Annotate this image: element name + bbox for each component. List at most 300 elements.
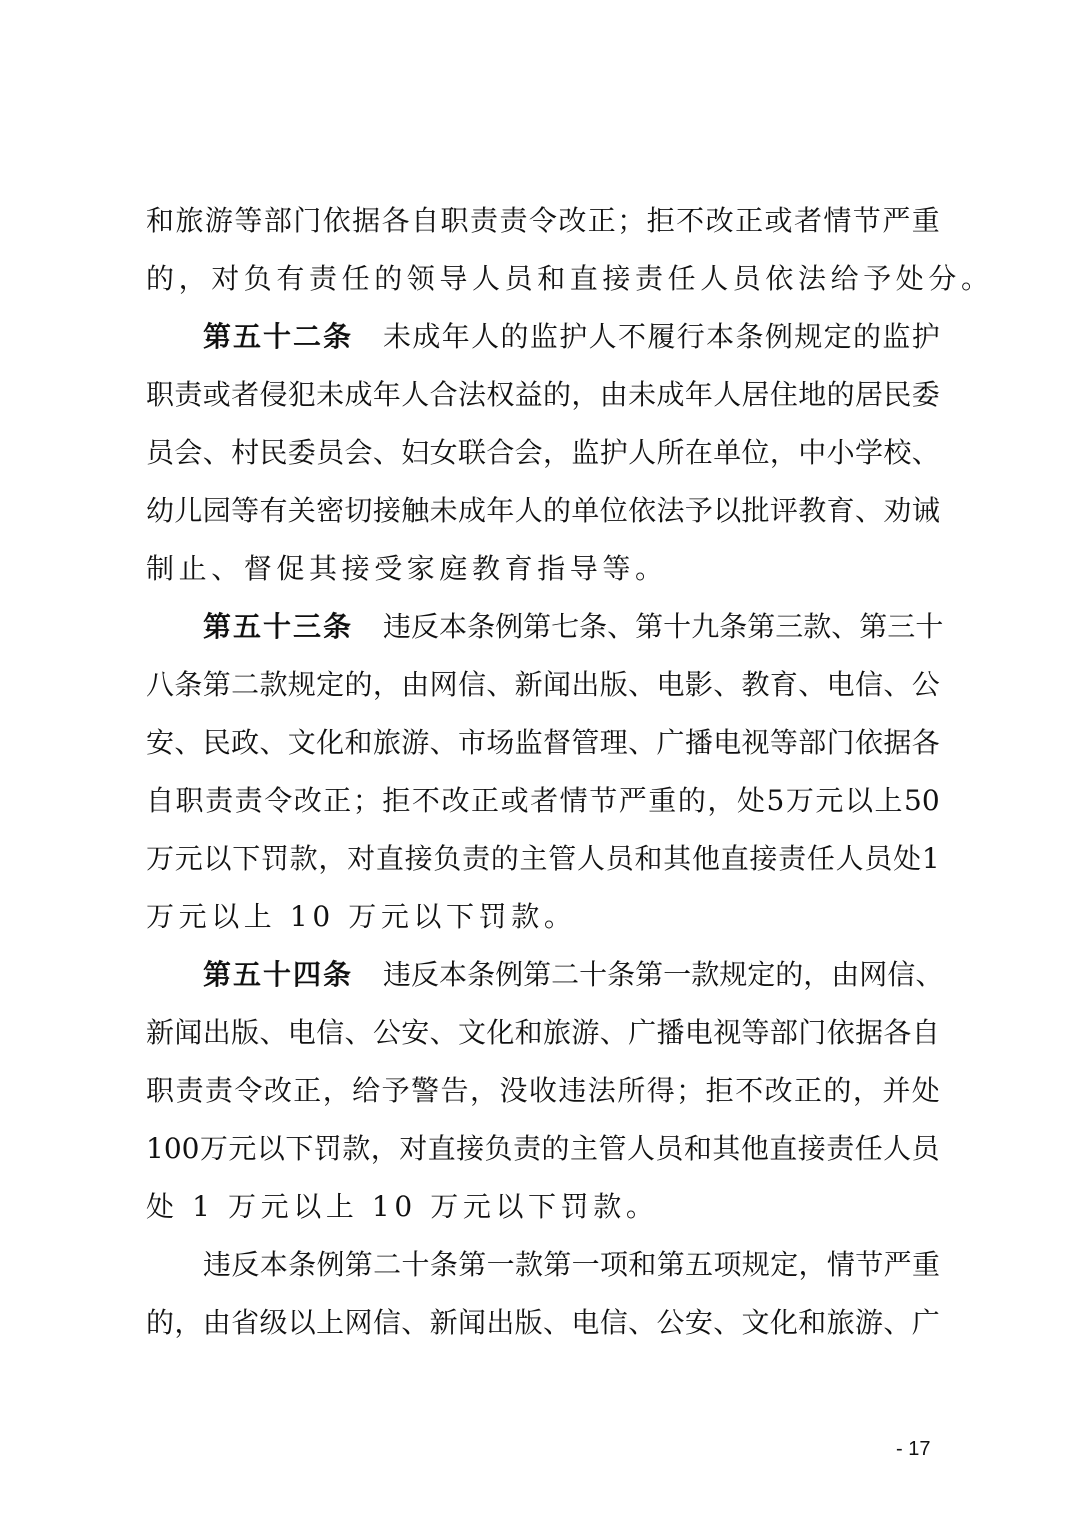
glyph: 职 [175, 784, 204, 817]
glyph: 违 [383, 958, 412, 991]
glyph: 或 [202, 378, 231, 411]
glyph: 级 [259, 1306, 288, 1339]
glyph: 安 [401, 1016, 430, 1049]
glyph: 化 [486, 1016, 515, 1049]
glyph: 不 [735, 1074, 764, 1107]
text-line [146, 830, 940, 888]
glyph: 条 [607, 958, 636, 991]
glyph: 得 [646, 1074, 675, 1107]
glyph: 员 [316, 436, 345, 469]
glyph: 员 [655, 1132, 684, 1165]
glyph: 改 [764, 1074, 793, 1107]
glyph: 播 [656, 1016, 685, 1049]
text-line [146, 714, 940, 772]
glyph: 5 [766, 784, 785, 817]
glyph: 育 [826, 494, 855, 527]
glyph: 儿 [174, 494, 203, 527]
text-line [146, 1004, 940, 1062]
glyph: 自 [146, 784, 175, 817]
glyph: 权 [486, 378, 515, 411]
glyph: 依 [854, 726, 883, 759]
text-line [146, 482, 940, 540]
text-line [146, 656, 940, 714]
glyph: 人 [626, 1132, 655, 1165]
glyph: 定 [770, 1248, 799, 1281]
glyph: 政 [231, 726, 260, 759]
glyph: 下 [232, 842, 261, 875]
glyph: 据 [854, 1016, 883, 1049]
glyph: 安 [146, 726, 175, 759]
glyph: 对 [347, 842, 376, 875]
line-text [383, 308, 940, 366]
glyph: 位 [741, 436, 770, 469]
glyph: 十 [663, 610, 692, 643]
glyph: 护 [911, 320, 940, 353]
glyph: 单 [713, 436, 742, 469]
line-text: 万元以上 10 万元以下罚款。 [146, 900, 577, 933]
glyph: 告 [440, 1074, 469, 1107]
glyph: 反 [231, 1248, 260, 1281]
glyph: 幼 [146, 494, 175, 527]
glyph: 等 [234, 204, 263, 237]
glyph: 以 [287, 1306, 316, 1339]
glyph: 不 [411, 784, 440, 817]
glyph: 万 [146, 842, 175, 875]
glyph: 会 [174, 436, 203, 469]
glyph: 者 [793, 204, 822, 237]
glyph: 他 [740, 1132, 769, 1165]
glyph: 警 [411, 1074, 440, 1107]
glyph: 诫 [911, 494, 940, 527]
glyph: 直 [720, 842, 749, 875]
glyph: 例 [495, 610, 524, 643]
glyph: 视 [713, 1016, 742, 1049]
line-text [146, 1062, 940, 1120]
glyph: 、 [607, 610, 636, 643]
text-line [146, 1178, 940, 1236]
glyph: 情 [559, 784, 588, 817]
glyph: 广 [656, 726, 685, 759]
glyph: 据 [352, 204, 381, 237]
glyph: 责 [462, 842, 491, 875]
glyph: 成 [412, 320, 441, 353]
glyph: 第 [523, 610, 552, 643]
glyph: 网 [344, 1306, 373, 1339]
glyph: 法 [587, 1074, 616, 1107]
glyph: 负 [484, 1132, 513, 1165]
glyph: 直 [769, 1132, 798, 1165]
glyph: 条 [467, 958, 496, 991]
glyph: 定 [747, 958, 776, 991]
glyph: 护 [559, 320, 588, 353]
glyph: 第 [656, 1248, 685, 1281]
glyph: 予 [381, 1074, 410, 1107]
glyph: 文 [457, 1016, 486, 1049]
article-54-heading-line [146, 946, 944, 1004]
glyph: 据 [883, 726, 912, 759]
line-text [383, 598, 943, 656]
glyph: ； [617, 204, 646, 237]
glyph: 接 [797, 1132, 826, 1165]
glyph: 版 [514, 1306, 543, 1339]
glyph: 、 [599, 1016, 628, 1049]
glyph: 以 [203, 842, 232, 875]
glyph: 拒 [646, 204, 675, 237]
glyph: 影 [684, 668, 713, 701]
glyph: 并 [882, 1074, 911, 1107]
glyph: 履 [647, 320, 676, 353]
glyph: 条 [174, 668, 203, 701]
glyph: 严 [883, 1248, 912, 1281]
glyph: 居 [854, 378, 883, 411]
glyph: 门 [293, 204, 322, 237]
glyph: 游 [854, 1306, 883, 1339]
glyph: 一 [571, 1248, 600, 1281]
glyph: ， [803, 958, 832, 991]
glyph: 款 [342, 1132, 371, 1165]
glyph: 或 [500, 784, 529, 817]
line-text [146, 772, 940, 830]
glyph: 九 [691, 610, 720, 643]
glyph: 七 [551, 610, 580, 643]
glyph: ， [769, 436, 798, 469]
glyph: 正 [323, 784, 352, 817]
glyph: 电 [571, 1306, 600, 1339]
glyph: 游 [401, 726, 430, 759]
glyph: 电 [684, 1016, 713, 1049]
glyph: 责 [205, 784, 234, 817]
glyph: 者 [231, 378, 260, 411]
glyph: 女 [429, 436, 458, 469]
glyph: ， [372, 668, 401, 701]
glyph: ， [707, 784, 736, 817]
glyph: 员 [911, 1132, 940, 1165]
glyph: 款 [514, 1248, 543, 1281]
glyph: 监 [571, 436, 600, 469]
glyph: 、 [915, 958, 944, 991]
glyph: 接 [372, 494, 401, 527]
glyph: 的 [543, 494, 572, 527]
glyph: 人 [628, 436, 657, 469]
glyph: 教 [798, 494, 827, 527]
glyph: 、 [854, 494, 883, 527]
glyph: 网 [429, 668, 458, 701]
glyph: 情 [823, 204, 852, 237]
glyph: 闻 [457, 1306, 486, 1339]
glyph: 信 [372, 1306, 401, 1339]
glyph: 接 [404, 842, 433, 875]
glyph: 化 [316, 726, 345, 759]
glyph: 信 [854, 668, 883, 701]
glyph: 监 [882, 320, 911, 353]
glyph: 依 [826, 1016, 855, 1049]
glyph: 职 [146, 378, 175, 411]
glyph: 住 [769, 378, 798, 411]
glyph: 成 [344, 378, 373, 411]
text-line [146, 888, 940, 946]
line-text [146, 714, 940, 772]
line-text: 处 1 万元以上 10 万元以下罚款。 [146, 1190, 659, 1223]
glyph: 第 [523, 958, 552, 991]
glyph: 以 [256, 1132, 285, 1165]
glyph: 责 [826, 1132, 855, 1165]
article-52-heading-line [146, 308, 940, 366]
text-line [146, 424, 940, 482]
line-text [146, 1120, 940, 1178]
glyph: ， [322, 1074, 351, 1107]
glyph: 款 [803, 610, 832, 643]
glyph: 重 [911, 204, 940, 237]
glyph: 出 [202, 1016, 231, 1049]
glyph: 二 [373, 1248, 402, 1281]
glyph: 触 [401, 494, 430, 527]
glyph: 、 [798, 668, 827, 701]
glyph: 节 [855, 1248, 884, 1281]
glyph: 等 [741, 1016, 770, 1049]
glyph: 八 [146, 668, 175, 701]
glyph: 、 [883, 1306, 912, 1339]
glyph: 门 [798, 1016, 827, 1049]
glyph: 和 [344, 726, 373, 759]
glyph: 任 [806, 842, 835, 875]
glyph: 未 [429, 494, 458, 527]
text-line [146, 192, 940, 250]
glyph: 旅 [372, 726, 401, 759]
glyph: 规 [719, 958, 748, 991]
glyph: ， [469, 1074, 498, 1107]
glyph: 规 [794, 320, 823, 353]
glyph: 万 [785, 784, 814, 817]
glyph: 居 [741, 378, 770, 411]
glyph: 部 [769, 1016, 798, 1049]
glyph: 化 [769, 1306, 798, 1339]
glyph: 新 [429, 1306, 458, 1339]
glyph: 安 [684, 1306, 713, 1339]
glyph: 本 [706, 320, 735, 353]
glyph: 和 [514, 1016, 543, 1049]
glyph: 和 [634, 842, 663, 875]
glyph: 一 [663, 958, 692, 991]
glyph: 罚 [313, 1132, 342, 1165]
glyph: 他 [691, 842, 720, 875]
glyph: 部 [798, 726, 827, 759]
line-text [203, 1236, 940, 1294]
glyph: 切 [344, 494, 373, 527]
glyph: 年 [486, 494, 515, 527]
glyph: 护 [599, 436, 628, 469]
glyph: 在 [684, 436, 713, 469]
glyph: 条 [467, 610, 496, 643]
glyph: 元 [174, 842, 203, 875]
text-line [146, 1120, 940, 1178]
glyph: 处 [893, 842, 922, 875]
glyph: 妇 [401, 436, 430, 469]
glyph: 严 [882, 204, 911, 237]
glyph: 督 [543, 726, 572, 759]
glyph: 人 [883, 1132, 912, 1165]
glyph: ， [798, 1248, 827, 1281]
glyph: 其 [663, 842, 692, 875]
glyph: 万 [199, 1132, 228, 1165]
glyph: 令 [264, 784, 293, 817]
glyph: 自 [411, 204, 440, 237]
glyph: 和 [146, 204, 175, 237]
glyph: 令 [528, 204, 557, 237]
glyph: 条 [735, 320, 764, 353]
glyph: 条 [288, 1248, 317, 1281]
glyph: 会 [514, 436, 543, 469]
line-text [146, 366, 940, 424]
glyph: 处 [911, 1074, 940, 1107]
glyph: 不 [676, 204, 705, 237]
glyph: 100 [146, 1132, 200, 1165]
glyph: 情 [826, 1248, 855, 1281]
glyph: 法 [656, 494, 685, 527]
glyph: 播 [684, 726, 713, 759]
glyph: 劝 [883, 494, 912, 527]
glyph: 五 [685, 1248, 714, 1281]
glyph: 闻 [174, 1016, 203, 1049]
glyph: 条 [579, 610, 608, 643]
glyph: 负 [433, 842, 462, 875]
glyph: 门 [826, 726, 855, 759]
glyph: 依 [322, 204, 351, 237]
glyph: 责 [175, 1074, 204, 1107]
glyph: 收 [528, 1074, 557, 1107]
glyph: 例 [764, 320, 793, 353]
glyph: 联 [457, 436, 486, 469]
glyph: 其 [712, 1132, 741, 1165]
line-text [146, 1294, 940, 1352]
glyph: 公 [911, 668, 940, 701]
glyph: 接 [749, 842, 778, 875]
glyph: 下 [285, 1132, 314, 1165]
glyph: 的 [541, 1132, 570, 1165]
glyph: 改 [263, 1074, 292, 1107]
glyph: 正 [293, 1074, 322, 1107]
glyph: 三 [775, 610, 804, 643]
glyph: 依 [628, 494, 657, 527]
glyph: 信 [316, 1016, 345, 1049]
glyph: 的 [500, 320, 529, 353]
glyph: 批 [741, 494, 770, 527]
glyph: 未 [316, 378, 345, 411]
glyph: 、 [713, 1306, 742, 1339]
glyph: 定 [316, 668, 345, 701]
glyph: 的 [543, 378, 572, 411]
glyph: 十 [579, 958, 608, 991]
glyph: 、 [911, 436, 940, 469]
glyph: 令 [234, 1074, 263, 1107]
glyph: 各 [911, 726, 940, 759]
glyph: 主 [519, 842, 548, 875]
glyph: 、 [429, 726, 458, 759]
glyph: 由 [599, 378, 628, 411]
line-text [146, 482, 940, 540]
glyph: 以 [844, 784, 873, 817]
glyph: 十 [915, 610, 944, 643]
glyph: 违 [383, 610, 412, 643]
glyph: 网 [859, 958, 888, 991]
glyph: 位 [599, 494, 628, 527]
glyph: 村 [231, 436, 260, 469]
glyph: 员 [146, 436, 175, 469]
glyph: 各 [883, 1016, 912, 1049]
glyph: 的 [344, 668, 373, 701]
glyph: 上 [316, 1306, 345, 1339]
glyph: 、 [628, 726, 657, 759]
glyph: 年 [441, 320, 470, 353]
glyph: 和 [798, 1306, 827, 1339]
glyph: 由 [401, 668, 430, 701]
glyph: ， [174, 1306, 203, 1339]
glyph: 员 [864, 842, 893, 875]
glyph: 评 [769, 494, 798, 527]
glyph: 省 [231, 1306, 260, 1339]
glyph: 行 [676, 320, 705, 353]
glyph: 委 [911, 378, 940, 411]
glyph: ， [543, 436, 572, 469]
glyph: 公 [372, 1016, 401, 1049]
page-number: - 17 [896, 1438, 931, 1460]
glyph: 各 [381, 204, 410, 237]
glyph: 成 [457, 494, 486, 527]
glyph: 出 [571, 668, 600, 701]
glyph: 文 [741, 1306, 770, 1339]
glyph: 正 [793, 1074, 822, 1107]
glyph: 未 [383, 320, 412, 353]
glyph: 节 [852, 204, 881, 237]
glyph: 节 [589, 784, 618, 817]
glyph: 电 [287, 1016, 316, 1049]
glyph: 犯 [287, 378, 316, 411]
glyph: 理 [599, 726, 628, 759]
glyph: 管 [598, 1132, 627, 1165]
glyph: 版 [231, 1016, 260, 1049]
glyph: 旅 [826, 1306, 855, 1339]
glyph: 管 [571, 726, 600, 759]
glyph: 主 [570, 1132, 599, 1165]
glyph: 责 [469, 204, 498, 237]
glyph: 正 [587, 204, 616, 237]
glyph: 第 [635, 958, 664, 991]
glyph: 项 [713, 1248, 742, 1281]
glyph: ， [571, 378, 600, 411]
glyph: 委 [287, 436, 316, 469]
glyph: 密 [316, 494, 345, 527]
glyph: 元 [815, 784, 844, 817]
glyph: 的 [775, 958, 804, 991]
glyph: 例 [316, 1248, 345, 1281]
glyph: 和 [683, 1132, 712, 1165]
line-text [146, 1004, 940, 1062]
glyph: 侵 [259, 378, 288, 411]
glyph: 第 [859, 610, 888, 643]
glyph: 成 [656, 378, 685, 411]
glyph: 第 [344, 1248, 373, 1281]
glyph: 游 [204, 204, 233, 237]
glyph: 项 [600, 1248, 629, 1281]
glyph: 三 [887, 610, 916, 643]
glyph: 所 [617, 1074, 646, 1107]
glyph: 上 [874, 784, 903, 817]
glyph: 改 [558, 204, 587, 237]
glyph: ， [370, 1132, 399, 1165]
line-text [383, 946, 943, 1004]
glyph: 拒 [705, 1074, 734, 1107]
glyph: 人 [401, 378, 430, 411]
glyph: 民 [883, 378, 912, 411]
